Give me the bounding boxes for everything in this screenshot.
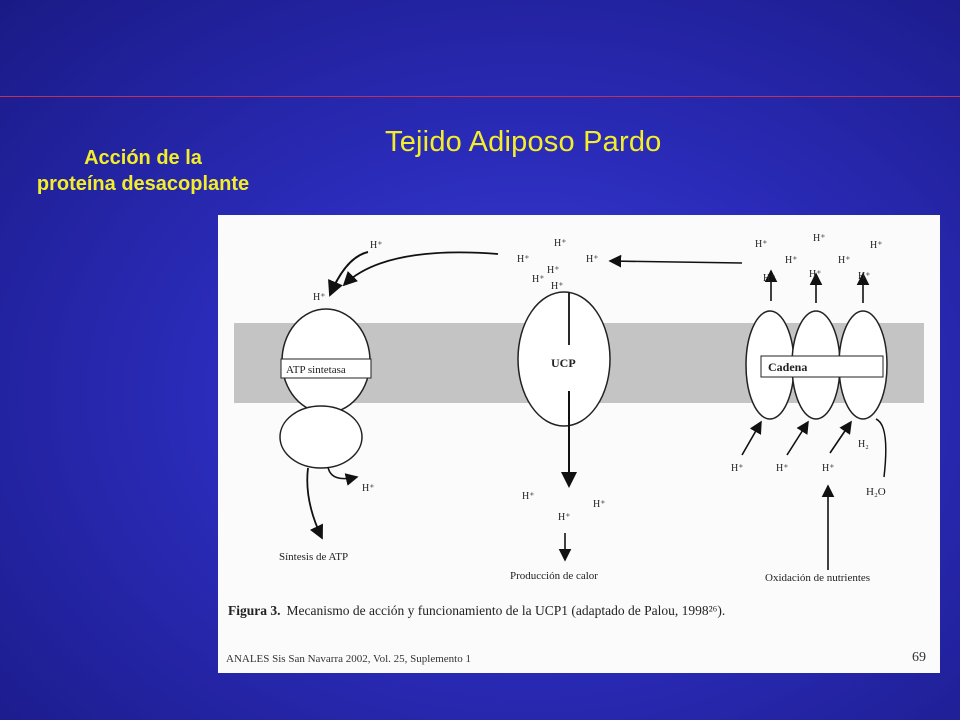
arrow-proton-in-1 <box>742 422 761 455</box>
proton-label: H⁺ <box>809 269 822 280</box>
header-divider <box>0 96 960 97</box>
proton-label: H⁺ <box>870 240 883 251</box>
nutrient-oxidation-label: Oxidación de nutrientes <box>765 572 871 584</box>
proton-label: H⁺ <box>517 254 530 265</box>
proton-label: H⁺ <box>763 273 776 284</box>
h2-label: H₂ <box>858 439 869 450</box>
side-heading-line-1: Acción de la <box>84 147 202 169</box>
proton-label: H⁺ <box>522 491 535 502</box>
proton-label: H⁺ <box>776 463 789 474</box>
atp-synthesis-label: Síntesis de ATP <box>279 551 349 563</box>
ucp-label: UCP <box>551 356 576 370</box>
proton-label: H⁺ <box>558 512 571 523</box>
proton-label: H⁺ <box>551 281 564 292</box>
arrow-chain-to-ucp <box>610 261 742 263</box>
heat-production-label: Producción de calor <box>510 570 598 582</box>
proton-label: H⁺ <box>858 271 871 282</box>
atp-synthase-head <box>280 406 362 468</box>
proton-label: H⁺ <box>370 240 383 251</box>
proton-label: H⁺ <box>547 265 560 276</box>
proton-label: H⁺ <box>554 238 567 249</box>
journal-footer <box>226 650 926 665</box>
chain-label: Cadena <box>768 360 808 374</box>
side-heading-line-2: proteína desacoplante <box>36 173 250 195</box>
proton-label: H⁺ <box>313 292 326 303</box>
arrow-proton-to-synthase <box>330 252 368 295</box>
proton-label: H⁺ <box>813 233 826 244</box>
proton-label: H⁺ <box>362 483 375 494</box>
proton-label: H⁺ <box>532 274 545 285</box>
figure-caption-text: Mecanismo de acción y funcionamiento de la UCP1 (adaptado de Palou, 1998²⁶). <box>286 603 726 618</box>
figure-caption <box>228 603 725 619</box>
arrow-proton-in-2 <box>787 422 808 455</box>
arrow-proton-return <box>344 252 498 285</box>
proton-label: H⁺ <box>785 255 798 266</box>
proton-label: H⁺ <box>593 499 606 510</box>
proton-label: H⁺ <box>586 254 599 265</box>
line-h2-to-h2o <box>876 419 886 477</box>
side-heading <box>0 145 286 197</box>
proton-label: H⁺ <box>755 239 768 250</box>
arrow-to-atp <box>307 468 322 538</box>
proton-label: H⁺ <box>822 463 835 474</box>
page-number: 69 <box>912 650 926 665</box>
atp-synthase-label: ATP sintetasa <box>286 364 346 376</box>
slide-title: Tejido Adiposo Pardo <box>385 126 662 158</box>
figure-caption-label: Figura 3. <box>228 603 281 618</box>
arrow-synthase-proton-out <box>328 467 357 479</box>
proton-label: H⁺ <box>838 255 851 266</box>
h2o-label: H₂O <box>866 486 886 498</box>
arrow-proton-in-3 <box>830 422 851 453</box>
journal-citation: ANALES Sis San Navarra 2002, Vol. 25, Suplemento 1 <box>226 653 471 665</box>
ucp-mechanism-figure <box>218 215 940 673</box>
proton-label: H⁺ <box>731 463 744 474</box>
